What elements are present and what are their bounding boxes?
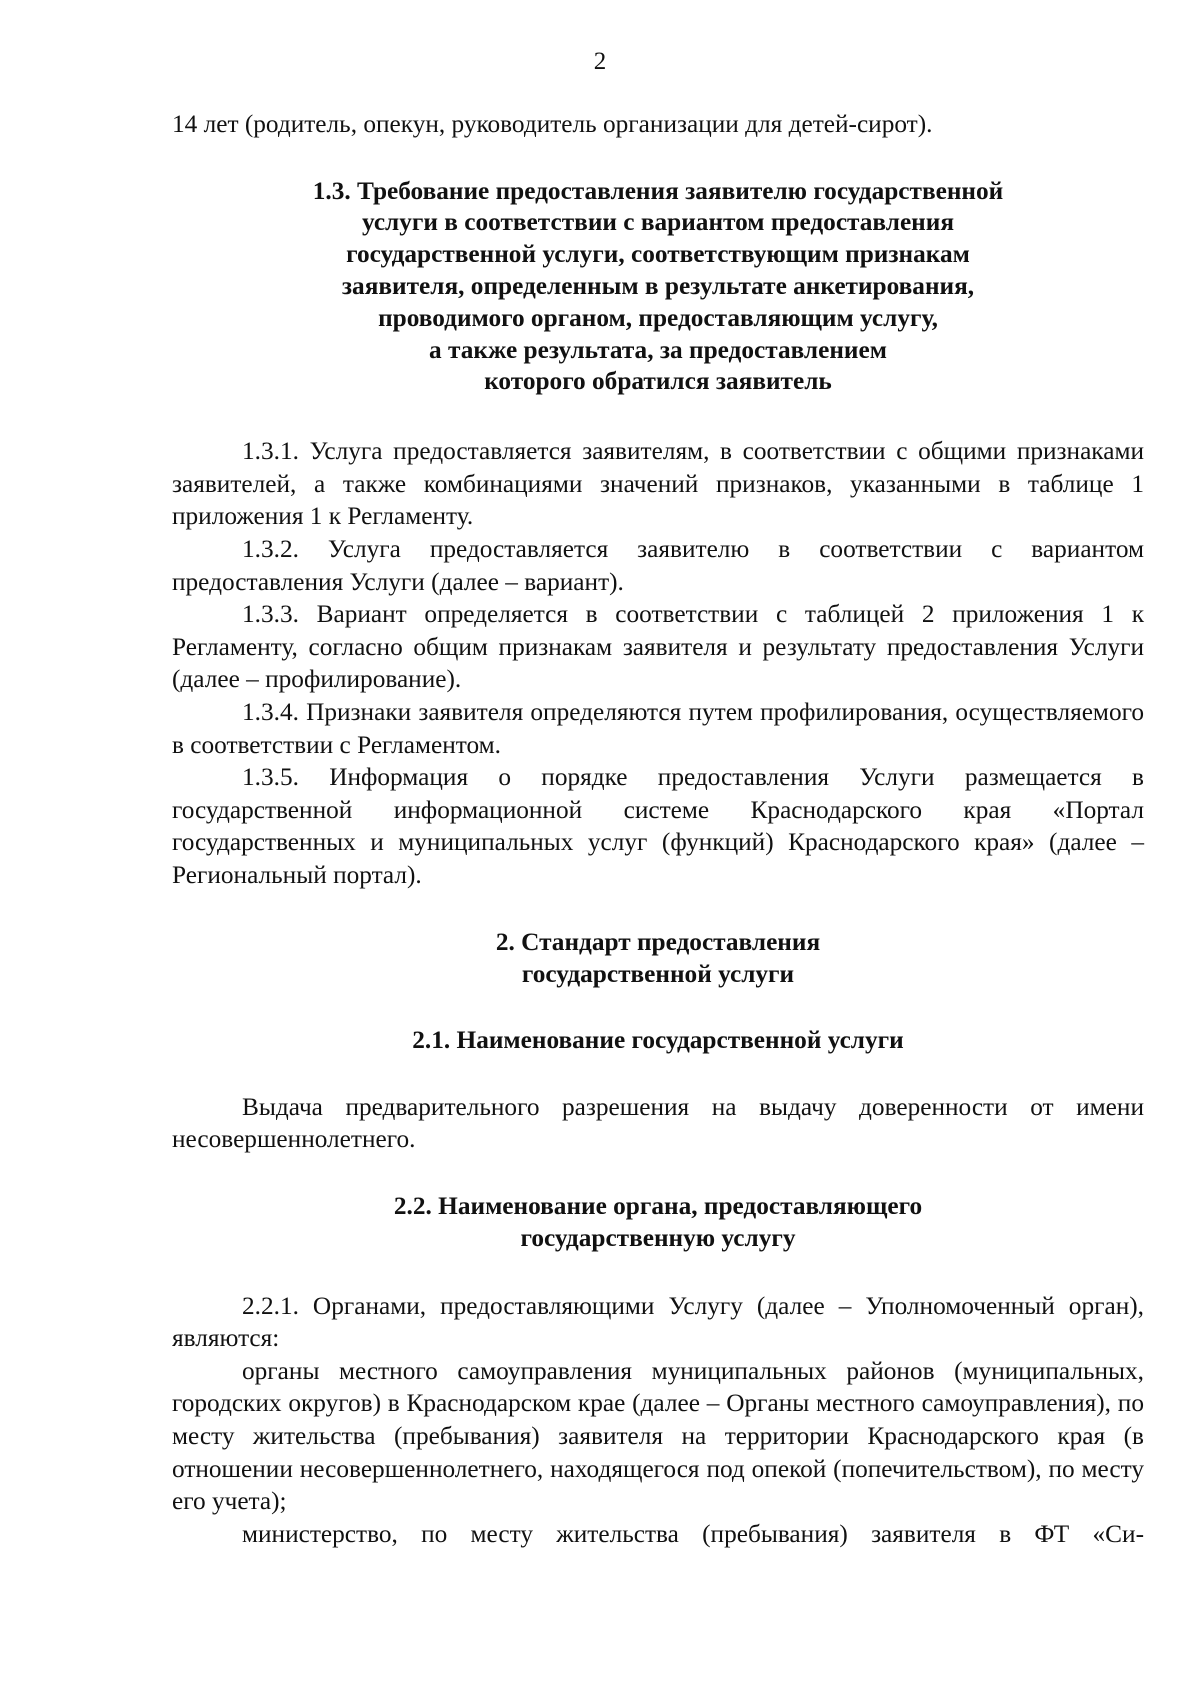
heading-line: которого обратился заявитель bbox=[484, 367, 832, 396]
section-2-2-body bbox=[172, 1290, 1144, 1551]
heading-line: 2.2. Наименование органа, предоставляющего bbox=[393, 1192, 923, 1221]
paragraph-1-3-5: 1.3.5. Информация о порядке предоставления Услуги размещается в государственной информационной системе Краснодарского края «Портал государственных и муниципальных услуг (функций) Краснодарского края» (далее – Региональный портал). bbox=[172, 763, 1144, 889]
section-2-heading bbox=[172, 927, 1144, 991]
heading-line: 2.1. Наименование государственной услуги bbox=[412, 1026, 904, 1055]
section-1-3-heading bbox=[172, 176, 1144, 399]
heading-line: 2. Стандарт предоставления bbox=[495, 928, 821, 957]
heading-line: государственной услуги bbox=[521, 960, 795, 989]
section-1-3-body bbox=[172, 435, 1144, 891]
page-number: 2 bbox=[593, 48, 607, 75]
paragraph-1-3-3: 1.3.3. Вариант определяется в соответствии с таблицей 2 приложения 1 к Регламенту, согласно общим признакам заявителя и результату предоставления Услуги (далее – профилирование). bbox=[172, 600, 1144, 694]
heading-line: государственную услугу bbox=[520, 1223, 796, 1252]
paragraph-1-3-2: 1.3.2. Услуга предоставляется заявителю в соответствии с вариантом предоставления Услуги (далее – вариант). bbox=[172, 534, 1144, 596]
heading-line: государственной услуги, соответствующим признакам bbox=[346, 240, 970, 269]
heading-line: 1.3. Требование предоставления заявителю государственной bbox=[312, 176, 1004, 205]
paragraph-1-3-4: 1.3.4. Признаки заявителя определяются путем профилирования, осуществляемого в соответствии с Регламентом. bbox=[172, 697, 1144, 759]
heading-line: услуги в соответствии с вариантом предоставления bbox=[361, 208, 955, 237]
heading-line: а также результата, за предоставлением bbox=[429, 335, 887, 364]
paragraph-ministry: министерство, по месту жительства (пребывания) заявителя в ФТ «Си- bbox=[242, 1519, 1144, 1548]
page-content bbox=[172, 108, 1144, 1550]
heading-line: заявителя, определенным в результате анкетирования, bbox=[341, 271, 975, 300]
heading-line: проводимого органом, предоставляющим услугу, bbox=[378, 303, 938, 332]
section-2-1-heading bbox=[172, 1025, 1144, 1057]
continued-paragraph: 14 лет (родитель, опекун, руководитель организации для детей-сирот). bbox=[172, 110, 933, 138]
paragraph-1-3-1: 1.3.1. Услуга предоставляется заявителям, в соответствии с общими признаками заявителей, а также комбинациями значений признаков, указанными в таблице 1 приложения 1 к Регламенту. bbox=[172, 437, 1144, 531]
section-2-2-heading bbox=[172, 1191, 1144, 1255]
paragraph-2-2-1: 2.2.1. Органами, предоставляющими Услугу (далее – Уполномоченный орган), являются: bbox=[172, 1291, 1144, 1353]
service-name-paragraph: Выдача предварительного разрешения на выдачу доверенности от имени несовершеннолетнего. bbox=[172, 1092, 1144, 1154]
paragraph-local-authorities: органы местного самоуправления муниципальных районов (муниципальных, городских округов) в Краснодарском крае (далее – Органы местного самоуправления), по месту жительства (пребывания) заявителя на территории Краснодарского края (в отношении несовершеннолетнего, находящегося под опекой (попечительством), по месту его учета); bbox=[172, 1356, 1144, 1516]
section-2-1-body bbox=[172, 1091, 1144, 1156]
